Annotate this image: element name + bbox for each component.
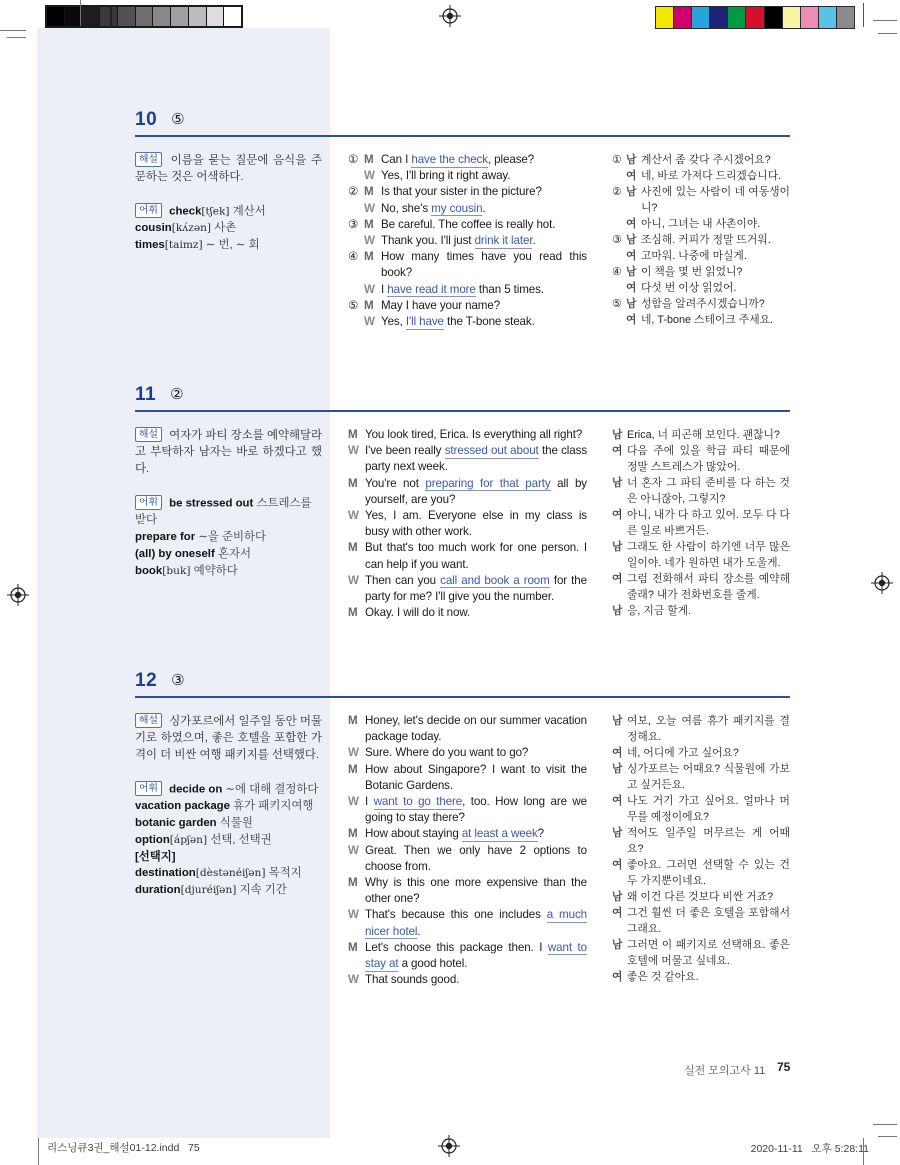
dialogue-line: M You're not preparing for that party all by yourself, are you?: [348, 476, 587, 508]
speaker-label: M: [348, 428, 358, 441]
speaker-label: 남: [626, 298, 637, 310]
underlined-phrase: have read it more: [387, 282, 476, 296]
choice-number: ②: [348, 186, 359, 199]
vocab-badge: 어휘: [135, 781, 162, 796]
vocab-item: prepare for ∼을 준비하다: [135, 530, 267, 543]
choice-number: [348, 201, 364, 217]
choice-number: [612, 248, 626, 264]
choice-number: ④: [612, 266, 622, 278]
speaker-label: 여: [626, 314, 637, 326]
speaker-label: 여: [626, 250, 637, 262]
speaker-label: M: [364, 298, 374, 312]
dialogue-line: W Yes, I'll bring it right away.: [348, 168, 587, 184]
dialogue-line: W Then can you call and book a room for the party for me? I'll give you the number.: [348, 573, 587, 605]
dialogue-line: ① M Can I have the check, please?: [348, 152, 587, 168]
speaker-label: M: [348, 476, 358, 490]
speaker-label: 남: [612, 827, 623, 839]
speaker-label: 남: [626, 234, 637, 246]
vocab-item: be stressed out 스트레스를 받다: [135, 497, 312, 527]
translation-line: 남 적어도 일주일 머무르는 게 어때요?: [612, 827, 790, 855]
choice-number: ①: [612, 154, 622, 166]
speaker-label: 여: [612, 445, 623, 457]
dialogue-line: ④ M How many times have you read this book?: [348, 249, 587, 281]
speaker-label: M: [348, 827, 358, 841]
speaker-label: W: [348, 746, 359, 760]
vocab-item: decide on ∼에 대해 결정하다: [169, 783, 319, 796]
vocab-item: times[taimz] ∼ 번, ∼ 회: [135, 239, 260, 252]
choice-number: ①: [348, 154, 359, 166]
section-12: [135, 670, 790, 987]
choice-number: [612, 168, 626, 184]
vocab-item: botanic garden 식물원: [135, 816, 253, 829]
dialogue-line: M But that's too much work for one person. I can help if you want.: [348, 540, 587, 572]
speaker-label: 남: [612, 715, 623, 727]
vocab-list: [135, 781, 322, 899]
speaker-label: 남: [612, 605, 623, 617]
dialogue-column: [348, 427, 587, 621]
translation-line: 여 좋은 것 같아요.: [612, 971, 699, 983]
underlined-phrase: at least a week: [461, 827, 538, 841]
speaker-label: M: [364, 185, 374, 199]
explanation-text: 여자가 파티 장소를 예약해달라고 부탁하자 남자는 바로 하겠다고 했다.: [135, 429, 322, 476]
translation-line: 여 네, 바로 가져다 드리겠습니다.: [612, 168, 790, 184]
translation-line: ⑤ 남 성함을 알려주시겠습니까?: [612, 298, 765, 310]
explanation-badge: 해설: [135, 152, 162, 167]
notes-column: [135, 152, 322, 254]
translation-column: [612, 152, 790, 328]
speaker-label: 남: [626, 154, 637, 166]
translation-line: 남 너 혼자 그 파티 준비를 다 하는 것은 아니잖아, 그렇지?: [612, 477, 790, 505]
answer-badge: ③: [171, 672, 185, 689]
underlined-phrase: preparing for that party: [425, 476, 551, 490]
section-header: [135, 670, 790, 698]
underlined-phrase: a much nicer hotel: [365, 908, 588, 938]
speaker-label: W: [348, 573, 359, 587]
dialogue-line: M Okay. I will do it now.: [348, 605, 587, 621]
dialogue-line: ⑤ M May I have your name?: [348, 298, 587, 314]
choice-number: [348, 168, 364, 184]
speaker-label: W: [348, 973, 359, 987]
section-header: [135, 384, 790, 412]
translation-column: [612, 713, 790, 985]
speaker-label: 여: [626, 170, 637, 182]
translation-line: ④ 남 이 책을 몇 번 읽었니?: [612, 266, 743, 278]
speaker-label: M: [364, 153, 374, 166]
dialogue-line: W No, she's my cousin.: [348, 201, 587, 217]
choice-number: [348, 233, 364, 249]
choice-number: ⑤: [612, 298, 622, 310]
translation-line: 남 그래도 한 사람이 하기엔 너무 많은 일이야. 네가 원하면 내가 도울게.: [612, 541, 790, 569]
speaker-label: M: [348, 940, 358, 954]
explanation-text: 이름을 묻는 질문에 음식을 주문하는 것은 어색하다.: [135, 154, 322, 184]
speaker-label: W: [364, 169, 375, 183]
section-header: [135, 109, 790, 137]
answer-badge: ②: [170, 386, 184, 403]
speaker-label: W: [364, 315, 375, 329]
translation-line: 남 싱가포르는 어때요? 식물원에 가보고 싶거든요.: [612, 763, 790, 791]
speaker-label: 여: [612, 747, 623, 759]
translation-line: 여 그럼 전화해서 파티 장소를 예약해 줄래? 내가 전화번호를 줄게.: [612, 573, 790, 601]
dialogue-line: M Why is this one more expensive than the other one?: [348, 875, 587, 907]
speaker-label: M: [348, 541, 358, 555]
dialogue-column: [348, 152, 587, 330]
underlined-phrase: drink it later: [474, 234, 533, 248]
file-name-footer: 리스닝큐3권_해설01-12.indd 75: [47, 1142, 200, 1154]
explanation-badge: 해설: [135, 713, 162, 728]
choice-number: ②: [612, 186, 622, 198]
speaker-label: 남: [626, 266, 637, 278]
choice-number: ④: [348, 251, 359, 264]
speaker-label: 여: [612, 971, 623, 983]
underlined-phrase: want to stay at: [365, 940, 587, 971]
speaker-label: M: [348, 876, 358, 890]
notes-column: [135, 427, 322, 579]
vocab-item: option[ápʃən] 선택, 선택권: [135, 833, 272, 846]
section-11: [135, 384, 790, 620]
choice-number: ③: [348, 218, 359, 231]
translation-line: 여 고마워. 나중에 마실게.: [612, 248, 790, 264]
translation-line: 남 여보, 오늘 여름 휴가 패키지를 결정해요.: [612, 715, 790, 743]
vocab-badge: 어휘: [135, 203, 162, 218]
speaker-label: 남: [612, 541, 623, 553]
choice-number: [612, 216, 626, 232]
speaker-label: 남: [612, 939, 623, 951]
vocab-item: vacation package 휴가 패키지여행: [135, 800, 314, 813]
speaker-label: W: [348, 908, 359, 922]
speaker-label: W: [348, 843, 359, 857]
speaker-label: 남: [612, 429, 623, 441]
dialogue-line: W Yes, I am. Everyone else in my class is busy with other work.: [348, 508, 587, 540]
dialogue-line: M How about Singapore? I want to visit the Botanic Gardens.: [348, 762, 587, 794]
speaker-label: 여: [612, 509, 623, 521]
explanation-badge: 해설: [135, 427, 162, 442]
speaker-label: M: [364, 250, 374, 264]
speaker-label: 여: [612, 795, 623, 807]
translation-line: 여 아니, 그녀는 내 사촌이야.: [612, 216, 790, 232]
speaker-label: M: [364, 217, 374, 231]
underlined-phrase: I'll have: [405, 315, 444, 329]
page-number: 75: [777, 1060, 791, 1074]
speaker-label: W: [364, 282, 375, 296]
speaker-label: M: [348, 606, 358, 620]
translation-line: 남 그러면 이 패키지로 선택해요. 좋은 호텔에 머물고 싶네요.: [612, 939, 790, 967]
translation-line: 여 네, 어디에 가고 싶어요?: [612, 747, 739, 759]
section-10: [135, 109, 790, 329]
dialogue-line: W I've been really stressed out about the class party next week.: [348, 443, 587, 475]
section-number: 11: [135, 384, 157, 405]
explanation: [135, 427, 322, 478]
choice-number: [348, 282, 364, 298]
section-number: 12: [135, 670, 158, 691]
choice-number: [612, 312, 626, 328]
dialogue-line: W Yes, I'll have the T-bone steak.: [348, 314, 587, 330]
speaker-label: M: [348, 714, 358, 727]
dialogue-line: W I want to go there, too. How long are we going to stay there?: [348, 794, 587, 826]
choice-number: [612, 280, 626, 296]
vocab-item: destination[dèstənéiʃən] 목적지: [135, 867, 302, 880]
dialogue-line: M Let's choose this package then. I want to stay at a good hotel.: [348, 940, 587, 972]
translation-line: ① 남 계산서 좀 갖다 주시겠어요?: [612, 154, 771, 166]
translation-line: 여 네, T-bone 스테이크 주세요.: [612, 312, 790, 328]
translation-line: 여 다음 주에 있을 학급 파티 때문에 정말 스트레스가 많았어.: [612, 445, 790, 473]
dialogue-line: W That sounds good.: [348, 972, 587, 988]
choice-number: [348, 314, 364, 330]
dialogue-line: ③ M Be careful. The coffee is really hot.: [348, 217, 587, 233]
dialogue-line: M You look tired, Erica. Is everything all right?: [348, 427, 587, 443]
underlined-phrase: call and book a room: [440, 573, 550, 587]
page-section-label: 실전 모의고사 11: [684, 1065, 766, 1077]
choice-number: ⑤: [348, 299, 359, 312]
speaker-label: 여: [612, 907, 623, 919]
speaker-label: M: [348, 762, 358, 776]
vocab-item: [선택지]: [135, 850, 176, 863]
vocab-badge: 어휘: [135, 495, 162, 510]
speaker-label: 여: [612, 573, 623, 585]
translation-line: 여 그건 훨씬 더 좋은 호텔을 포함해서 그래요.: [612, 907, 790, 935]
speaker-label: 남: [612, 763, 623, 775]
dialogue-line: ② M Is that your sister in the picture?: [348, 184, 587, 200]
translation-line: ③ 남 조심해. 커피가 정말 뜨거워.: [612, 234, 771, 246]
notes-column: [135, 713, 322, 899]
speaker-label: W: [364, 234, 375, 248]
speaker-label: 여: [612, 859, 623, 871]
speaker-label: 여: [626, 282, 637, 294]
section-number: 10: [135, 109, 158, 130]
translation-line: 남 왜 이건 다른 것보다 비싼 거죠?: [612, 891, 774, 903]
dialogue-line: W Sure. Where do you want to go?: [348, 745, 587, 761]
speaker-label: 남: [612, 891, 623, 903]
translation-column: [612, 427, 790, 619]
vocab-item: duration[djuréiʃən] 지속 기간: [135, 884, 287, 897]
timestamp-footer: 2020-11-11 오후 5:28:11: [750, 1143, 869, 1155]
translation-line: 여 다섯 번 이상 읽었어.: [612, 280, 790, 296]
speaker-label: W: [348, 795, 359, 809]
translation-line: ② 남 사진에 있는 사람이 네 여동생이니?: [612, 186, 790, 214]
dialogue-line: W Thank you. I'll just drink it later.: [348, 233, 587, 249]
translation-line: 여 아니, 내가 다 하고 있어. 모두 다 다른 일로 바쁘거든.: [612, 509, 790, 537]
dialogue-line: W That's because this one includes a much nicer hotel.: [348, 907, 587, 939]
dialogue-line: M Honey, let's decide on our summer vacation package today.: [348, 713, 587, 745]
dialogue-line: W I have read it more than 5 times.: [348, 282, 587, 298]
explanation: [135, 152, 322, 186]
translation-line: 여 좋아요. 그러면 선택할 수 있는 건 두 가지뿐이네요.: [612, 859, 790, 887]
vocab-list: [135, 203, 322, 254]
speaker-label: W: [364, 201, 375, 215]
underlined-phrase: stressed out about: [444, 444, 539, 458]
choice-number: ③: [612, 234, 622, 246]
speaker-label: 남: [626, 186, 637, 198]
underlined-phrase: want to go there: [373, 795, 463, 809]
translation-line: 남 Erica, 너 피곤해 보인다. 괜찮니?: [612, 429, 780, 441]
speaker-label: W: [348, 444, 359, 458]
dialogue-line: M How about staying at least a week?: [348, 826, 587, 842]
translation-line: 여 나도 거기 가고 싶어요. 얼마나 머무를 예정이에요?: [612, 795, 790, 823]
translation-line: 남 응, 지금 할게.: [612, 605, 692, 617]
speaker-label: 남: [612, 477, 623, 489]
vocab-item: book[buk] 예약하다: [135, 564, 238, 577]
vocab-item: (all) by oneself 혼자서: [135, 547, 251, 560]
underlined-phrase: my cousin: [431, 201, 483, 215]
vocab-item: cousin[kʌ́zən] 사촌: [135, 222, 237, 235]
speaker-label: 여: [626, 218, 637, 230]
dialogue-column: [348, 713, 587, 988]
answer-badge: ⑤: [171, 111, 185, 128]
dialogue-line: W Great. Then we only have 2 options to choose from.: [348, 843, 587, 875]
vocab-item: check[tʃek] 계산서: [169, 205, 266, 218]
explanation-text: 싱가포르에서 일주일 동안 머물기로 하였으며, 좋은 호텔을 포함한 가격이 더 비싼 여행 패키지를 선택했다.: [135, 715, 322, 762]
speaker-label: W: [348, 509, 359, 523]
vocab-list: [135, 495, 322, 579]
underlined-phrase: have the check: [411, 153, 488, 166]
explanation: [135, 713, 322, 764]
